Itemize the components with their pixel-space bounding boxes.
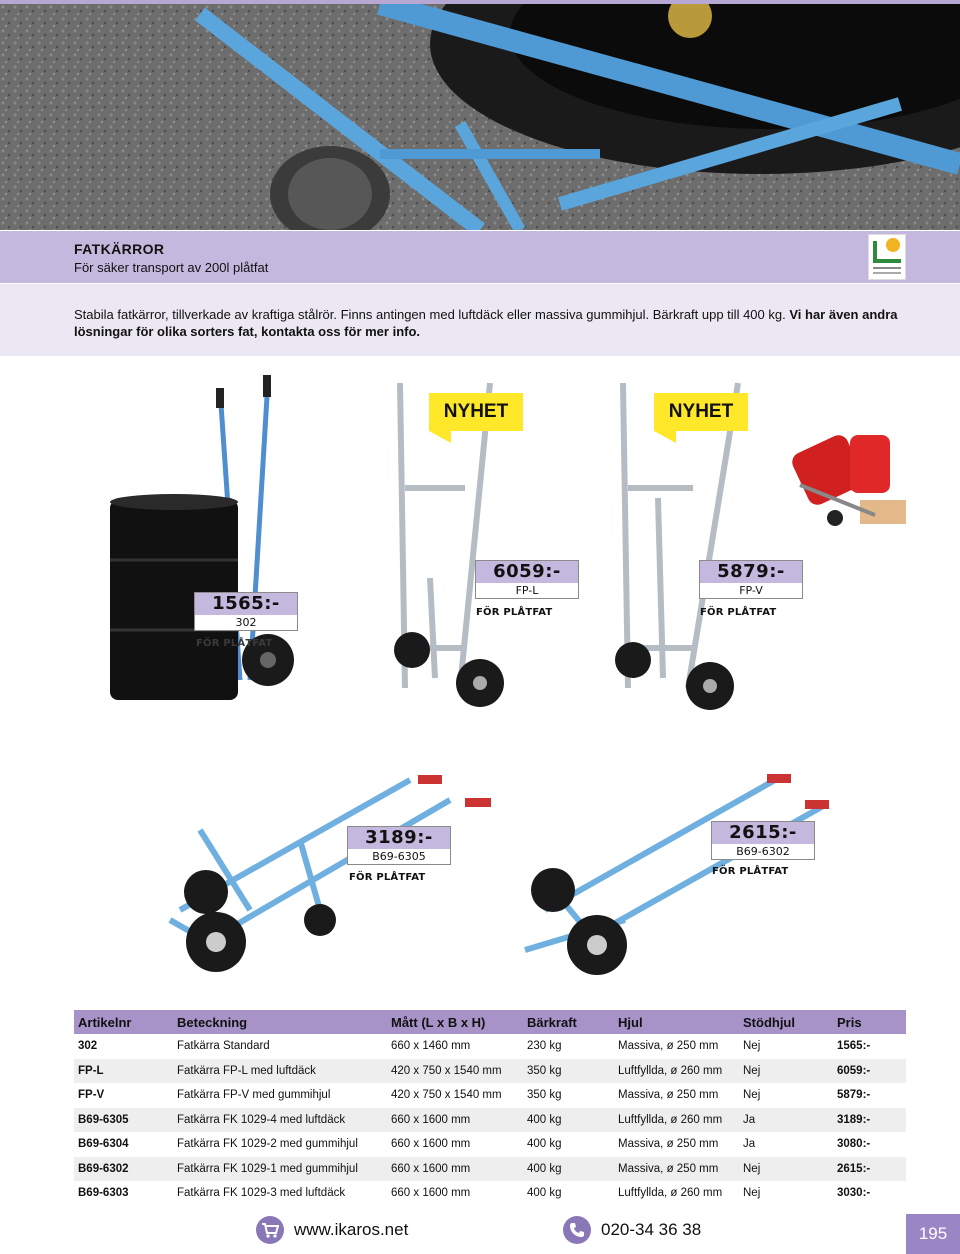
- cell-article: B69-6303: [74, 1181, 173, 1206]
- new-badge-fp-v: NYHET: [654, 393, 748, 431]
- cell-name: Fatkärra FK 1029-1 med gummihjul: [173, 1157, 387, 1182]
- col-header: Hjul: [614, 1010, 739, 1034]
- cell-article: B69-6304: [74, 1132, 173, 1157]
- drum-type-note: FÖR PLÅTFAT: [700, 607, 777, 618]
- drum-type-note: FÖR PLÅTFAT: [349, 872, 426, 883]
- price-tag-b69-6305: [347, 826, 451, 865]
- cell-support: Nej: [739, 1181, 833, 1206]
- cell-capacity: 400 kg: [523, 1132, 614, 1157]
- drum-type-note: FÖR PLÅTFAT: [712, 866, 789, 877]
- table-row: [74, 1132, 906, 1157]
- title-band: [0, 231, 960, 283]
- cell-wheels: Luftfyllda, ø 260 mm: [614, 1108, 739, 1133]
- description-band: [0, 284, 960, 356]
- section-subtitle: För säker transport av 200l plåtfat: [74, 260, 269, 275]
- product-image-barrel-cart: [790, 430, 910, 530]
- table-row: [74, 1157, 906, 1182]
- drum-type-note: FÖR PLÅTFAT: [196, 638, 273, 649]
- cell-price: 6059:-: [833, 1059, 906, 1084]
- price-code: 302: [235, 616, 257, 629]
- cell-support: Nej: [739, 1157, 833, 1182]
- price-amount: 5879:-: [700, 561, 802, 583]
- footer-phone[interactable]: [563, 1216, 701, 1244]
- cell-size: 660 x 1600 mm: [387, 1157, 523, 1182]
- table-row: [74, 1059, 906, 1084]
- cell-capacity: 400 kg: [523, 1181, 614, 1206]
- cell-wheels: Luftfyllda, ø 260 mm: [614, 1059, 739, 1084]
- cell-support: Nej: [739, 1083, 833, 1108]
- cell-capacity: 230 kg: [523, 1034, 614, 1059]
- product-image-b69-6305: [150, 770, 500, 980]
- cell-support: Ja: [739, 1132, 833, 1157]
- price-code: FP-V: [739, 584, 763, 597]
- description-text: [74, 306, 914, 340]
- table-header-row: [74, 1010, 906, 1034]
- cell-wheels: Massiva, ø 250 mm: [614, 1132, 739, 1157]
- cell-size: 660 x 1600 mm: [387, 1181, 523, 1206]
- col-header: Beteckning: [173, 1010, 387, 1034]
- price-code: FP-L: [515, 584, 539, 597]
- cell-name: Fatkärra FK 1029-3 med luftdäck: [173, 1181, 387, 1206]
- cell-size: 420 x 750 x 1540 mm: [387, 1083, 523, 1108]
- col-header: Stödhjul: [739, 1010, 833, 1034]
- cell-price: 5879:-: [833, 1083, 906, 1108]
- cell-article: B69-6302: [74, 1157, 173, 1182]
- phone-number[interactable]: 020-34 36 38: [601, 1220, 702, 1239]
- col-header: Mått (L x B x H): [387, 1010, 523, 1034]
- cell-wheels: Massiva, ø 250 mm: [614, 1034, 739, 1059]
- price-tag-fp-v: [699, 560, 803, 599]
- cell-capacity: 400 kg: [523, 1157, 614, 1182]
- price-code: B69-6302: [736, 845, 790, 858]
- new-badge-fp-l: NYHET: [429, 393, 523, 431]
- table-row: [74, 1034, 906, 1059]
- price-amount: 6059:-: [476, 561, 578, 583]
- cell-name: Fatkärra FP-V med gummihjul: [173, 1083, 387, 1108]
- cell-size: 660 x 1600 mm: [387, 1108, 523, 1133]
- cell-price: 2615:-: [833, 1157, 906, 1182]
- cell-name: Fatkärra FK 1029-4 med luftdäck: [173, 1108, 387, 1133]
- hero-photo: [0, 4, 960, 230]
- cell-capacity: 350 kg: [523, 1083, 614, 1108]
- cell-size: 420 x 750 x 1540 mm: [387, 1059, 523, 1084]
- drum-type-note: FÖR PLÅTFAT: [476, 607, 553, 618]
- price-tag-302: [194, 592, 298, 631]
- col-header: Pris: [833, 1010, 906, 1034]
- cell-price: 3080:-: [833, 1132, 906, 1157]
- cell-name: Fatkärra Standard: [173, 1034, 387, 1059]
- section-title: FATKÄRROR: [74, 241, 165, 257]
- cell-capacity: 400 kg: [523, 1108, 614, 1133]
- footer-website[interactable]: [256, 1216, 408, 1244]
- cell-capacity: 350 kg: [523, 1059, 614, 1084]
- spec-table: [74, 1010, 906, 1206]
- cell-wheels: Luftfyllda, ø 260 mm: [614, 1181, 739, 1206]
- col-header: Bärkraft: [523, 1010, 614, 1034]
- price-code: B69-6305: [372, 850, 426, 863]
- cell-price: 1565:-: [833, 1034, 906, 1059]
- cell-article: FP-V: [74, 1083, 173, 1108]
- price-amount: 2615:-: [712, 822, 814, 844]
- cell-wheels: Massiva, ø 250 mm: [614, 1157, 739, 1182]
- certification-logo: [868, 234, 906, 280]
- price-amount: 3189:-: [348, 827, 450, 849]
- phone-icon: [563, 1216, 591, 1244]
- price-tag-b69-6302: [711, 821, 815, 860]
- cell-support: Ja: [739, 1108, 833, 1133]
- cell-size: 660 x 1600 mm: [387, 1132, 523, 1157]
- cell-support: Nej: [739, 1034, 833, 1059]
- website-link[interactable]: www.ikaros.net: [294, 1220, 409, 1239]
- description-plain: Stabila fatkärror, tillverkade av kraftiga stålrör. Finns antingen med luftdäck eller massiva gummihjul. Bärkraft upp till 400 kg.: [74, 307, 786, 322]
- table-row: [74, 1108, 906, 1133]
- cart-icon: [256, 1216, 284, 1244]
- cell-name: Fatkärra FP-L med luftdäck: [173, 1059, 387, 1084]
- col-header: Artikelnr: [74, 1010, 173, 1034]
- cell-article: B69-6305: [74, 1108, 173, 1133]
- cell-price: 3030:-: [833, 1181, 906, 1206]
- footer: [0, 1212, 960, 1254]
- cell-support: Nej: [739, 1059, 833, 1084]
- cell-size: 660 x 1460 mm: [387, 1034, 523, 1059]
- cell-article: 302: [74, 1034, 173, 1059]
- cell-article: FP-L: [74, 1059, 173, 1084]
- price-amount: 1565:-: [195, 593, 297, 615]
- table-row: [74, 1181, 906, 1206]
- table-row: [74, 1083, 906, 1108]
- cell-price: 3189:-: [833, 1108, 906, 1133]
- cell-name: Fatkärra FK 1029-2 med gummihjul: [173, 1132, 387, 1157]
- product-image-302: [100, 370, 310, 710]
- cell-wheels: Massiva, ø 250 mm: [614, 1083, 739, 1108]
- page-number: 195: [906, 1214, 960, 1254]
- description-bold: Vi har även andra lösningar för olika sorters fat, kontakta oss för mer info.: [74, 307, 898, 339]
- price-tag-fp-l: [475, 560, 579, 599]
